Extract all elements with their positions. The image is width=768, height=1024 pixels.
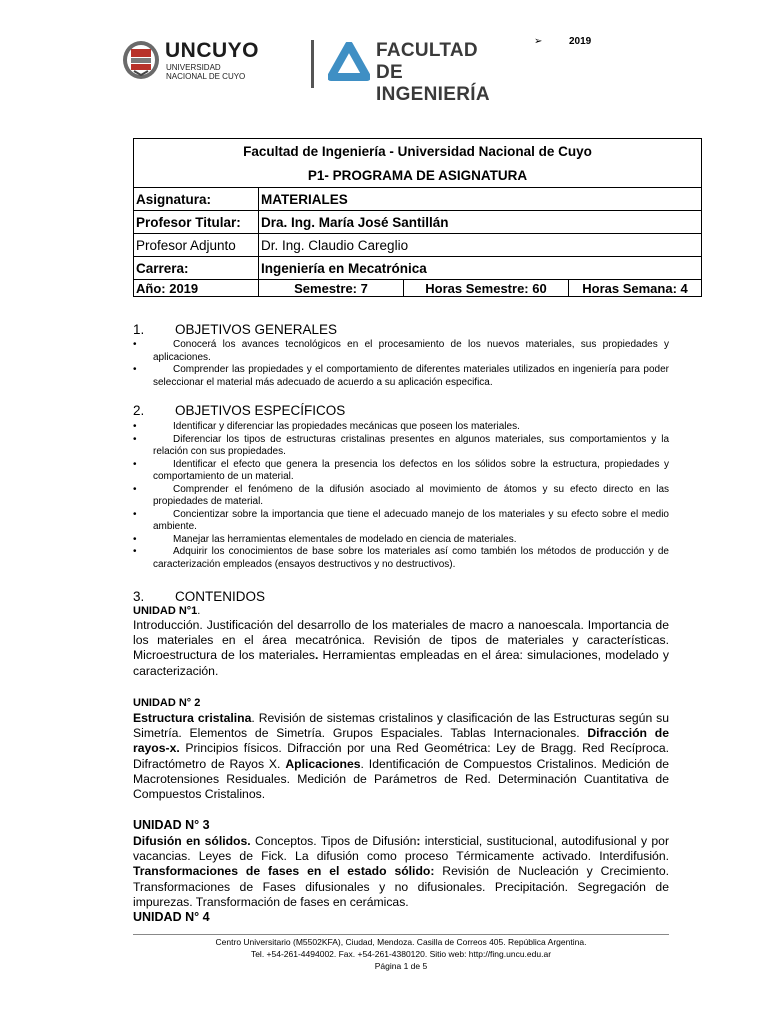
faculty-logo	[328, 40, 518, 105]
objetivos-especificos-list	[133, 421, 669, 571]
label-profesor-adjunto: Profesor Adjunto	[134, 234, 259, 257]
unit-2-text: Estructura cristalina. Revisión de sistemas cristalinos y clasificación de las Estructuras según su Simetría. Elementos de Simetría. Grupos Espaciales. Tablas Internacionales. Difracción de rayos-x. Principios físicos. Difracción por una Red Geométrica: Ley de Bragg. Red Recíproca. Difractómetro de Rayos X. Aplicaciones. Identificación de Compuestos Cristalinos. Medición de Macrotensiones Residuales. Medición de Parámetros de Red. Determinación Cuantitativa de Compuestos Cristalinos.	[133, 711, 670, 802]
section-heading-objetivos-generales	[133, 322, 337, 337]
value-profesor-adjunto: Dr. Ing. Claudio Careglio	[259, 234, 702, 257]
section-number: 2.	[133, 403, 145, 418]
uncuyo-sub-line2: NACIONAL DE CUYO	[166, 72, 246, 81]
bullet-icon: •	[133, 533, 137, 545]
unit-1-title: UNIDAD N°1.	[133, 605, 201, 617]
list-item: • Concientizar sobre la importancia que tiene el adecuado manejo de los materiales y su efecto sobre el medio ambiente.	[133, 508, 669, 532]
label-carrera: Carrera:	[134, 257, 259, 280]
section-title: OBJETIVOS ESPECÍFICOS	[175, 403, 346, 418]
course-info-table	[133, 138, 702, 297]
uncuyo-name: UNCUYO	[165, 39, 260, 62]
section-heading-contenidos	[133, 589, 265, 604]
unit-4-title: UNIDAD N° 4	[133, 910, 210, 924]
bullet-icon: •	[133, 364, 137, 375]
list-item: • Comprender las propiedades y el comportamiento de diferentes materiales utilizados en ingeniería para poder seleccionar el material más adecuado de acuerdo a su aplicación especifica.	[133, 364, 669, 388]
table-row	[134, 257, 702, 280]
value-semestre: Semestre: 7	[259, 280, 404, 297]
table-row	[134, 211, 702, 234]
list-item: • Conocerá los avances tecnológicos en el procesamiento de los nuevos materiales, sus propiedades y aplicaciones.	[133, 339, 669, 363]
label-asignatura: Asignatura:	[134, 188, 259, 211]
label-profesor-titular: Profesor Titular:	[134, 211, 259, 234]
unit-3-text: Difusión en sólidos. Conceptos. Tipos de Difusión: intersticial, sustitucional, autodifusional y por vacancias. Leyes de Fick. La difusión como proceso Térmicamente activado. Interdifusión. Transformaciones de fases en el estado sólido: Revisión de Nucleación y Crecimiento. Transformaciones de Fases difusionales y no difusionales. Precipitación. Segregación de impurezas. Transformación de fases en cerámicas.	[133, 834, 669, 909]
faculty-name-line2: DE INGENIERÍA	[376, 62, 490, 105]
table-title-university: Facultad de Ingeniería - Universidad Nacional de Cuyo	[134, 139, 702, 164]
table-row	[134, 188, 702, 211]
unit-3-title: UNIDAD N° 3	[133, 818, 210, 832]
table-title-row	[134, 139, 702, 164]
value-year: Año: 2019	[134, 280, 259, 297]
table-row-hours	[134, 280, 702, 297]
table-subtitle-row	[134, 163, 702, 188]
value-horas-semana: Horas Semana: 4	[569, 280, 702, 297]
table-title-program: P1- PROGRAMA DE ASIGNATURA	[134, 163, 702, 188]
header-year: 2019	[569, 36, 592, 47]
list-item: • Diferenciar los tipos de estructuras cristalinas presentes en algunos materiales, sus comportamientos y la relación con sus propiedades.	[133, 433, 669, 457]
footer-address: Centro Universitario (M5502KFA), Ciudad, Mendoza. Casilla de Correos 405. República Argentina.	[215, 937, 587, 947]
section-title: OBJETIVOS GENERALES	[175, 322, 338, 337]
unit-1-text: Introducción. Justificación del desarrollo de los materiales de macro a nanoescala. Importancia de los materiales en el área mecatrónica. Revisión de tipos de materiales y características. Microestructura de los materiales. Herramientas empleadas en el área: simulaciones, modelado y caracterización.	[133, 618, 670, 678]
uncuyo-logo	[122, 40, 262, 84]
table-row	[134, 234, 702, 257]
bullet-icon: •	[133, 508, 137, 520]
list-item: • Manejar las herramientas elementales de modelado en ciencia de materiales.	[133, 533, 517, 545]
objetivos-generales-list	[133, 339, 669, 389]
list-item: • Identificar el efecto que genera la presencia los defectos en los sólidos sobre la estructura, propiedades y comportamiento de un material.	[133, 458, 669, 482]
value-carrera: Ingeniería en Mecatrónica	[259, 257, 702, 280]
footer-rule	[133, 934, 669, 935]
value-asignatura: MATERIALES	[259, 188, 702, 211]
section-number: 3.	[133, 589, 145, 604]
arrow-bullet-icon: ➢	[534, 36, 543, 47]
uncuyo-subtitle	[166, 63, 245, 81]
list-item: • Adquirir los conocimientos de base sobre los materiales así como también los métodos de producción y de caracterización empleados (ensayos destructivos y no destructivos).	[133, 546, 669, 570]
uncuyo-sub-line1: UNIVERSIDAD	[166, 63, 221, 72]
footer-page-number: Página 1 de 5	[374, 961, 428, 971]
value-horas-semestre: Horas Semestre: 60	[404, 280, 569, 297]
footer-contact: Tel. +54-261-4494002. Fax. +54-261-4380120. Sitio web: http://fing.uncu.edu.ar	[250, 949, 552, 959]
bullet-icon: •	[133, 546, 137, 557]
bullet-icon: •	[133, 458, 137, 470]
unit-2-title: UNIDAD N° 2	[133, 697, 201, 709]
list-item: • Comprender el fenómeno de la difusión asociado al movimiento de átomos y su efecto directo en las propiedades de material.	[133, 483, 669, 507]
list-item: • Identificar y diferenciar las propiedades mecánicas que poseen los materiales.	[133, 421, 520, 432]
bullet-icon: •	[133, 339, 137, 350]
bullet-icon: •	[133, 483, 137, 495]
section-number: 1.	[133, 322, 145, 337]
section-heading-objetivos-especificos	[133, 403, 345, 418]
header-divider	[311, 40, 314, 88]
faculty-name-line1: FACULTAD	[376, 40, 478, 61]
uncuyo-seal-icon	[122, 40, 160, 80]
bullet-icon: •	[133, 433, 137, 445]
bullet-icon: •	[133, 421, 137, 432]
value-profesor-titular: Dra. Ing. María José Santillán	[259, 211, 702, 234]
section-title: CONTENIDOS	[175, 589, 266, 604]
faculty-triangle-icon	[328, 42, 370, 84]
